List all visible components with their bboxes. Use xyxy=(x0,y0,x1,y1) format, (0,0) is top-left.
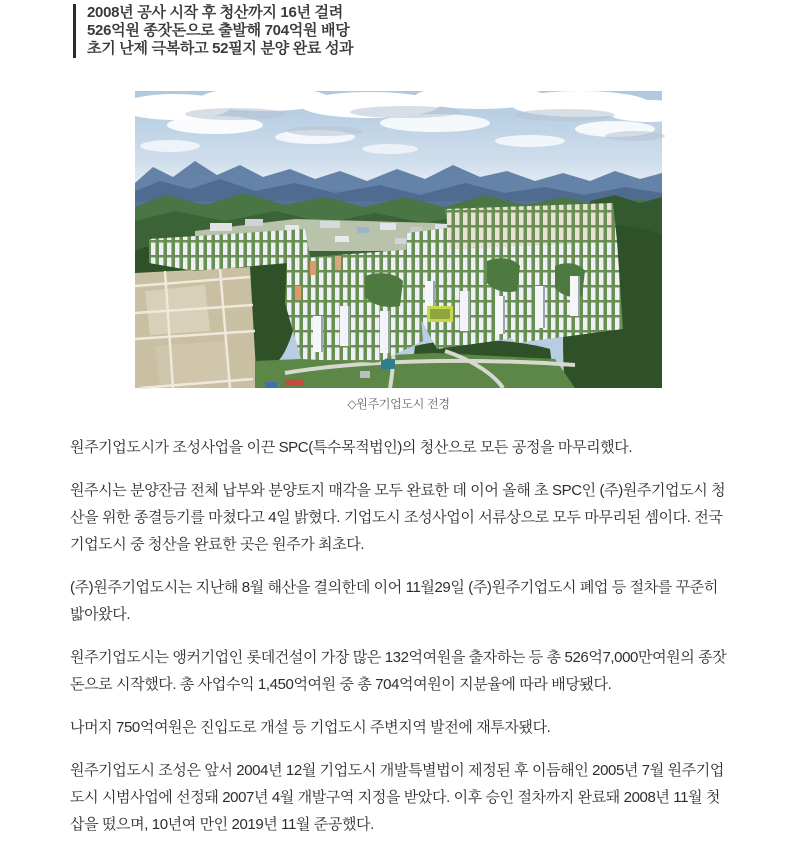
summary-line-3: 초기 난제 극복하고 52필지 분양 완료 성과 xyxy=(87,40,354,57)
article-summary xyxy=(73,4,353,58)
aerial-photo xyxy=(135,91,662,388)
article-body xyxy=(70,434,732,854)
article-paragraph-5: 나머지 750억여원은 진입도로 개설 등 기업도시 주변지역 발전에 재투자됐다. xyxy=(70,719,551,736)
summary-line-2: 526억원 종잣돈으로 출발해 704억원 배당 xyxy=(87,22,350,39)
article-paragraph-2: 원주시는 분양잔금 전체 납부와 분양토지 매각을 모두 완료한 데 이어 올해 초 SPC인 (주)원주기업도시 청산을 위한 종결등기를 마쳤다고 4일 밝혔다. 기업도시 조성사업이 서류상으로 모두 마무리된 셈이다. 전국 기업도시 중 청산을 완료한 곳은 원주가 최초다. xyxy=(70,482,726,553)
photo-lots xyxy=(135,267,257,388)
article-paragraph-3: (주)원주기업도시는 지난해 8월 해산을 결의한데 이어 11월29일 (주)원주기업도시 폐업 등 절차를 꾸준히 밟아왔다. xyxy=(70,579,718,623)
article-paragraph-1: 원주기업도시가 조성사업을 이끈 SPC(특수목적법인)의 청산으로 모든 공정을 마무리했다. xyxy=(70,439,633,456)
photo-caption: ◇원주기업도시 전경 xyxy=(347,397,450,411)
summary-lines xyxy=(87,4,353,58)
summary-line-1: 2008년 공사 시작 후 청산까지 16년 걸려 xyxy=(87,4,343,21)
summary-accent-bar xyxy=(73,4,76,58)
aerial-photo-illustration xyxy=(135,91,662,388)
article-paragraph-6: 원주기업도시 조성은 앞서 2004년 12월 기업도시 개발특별법이 제정된 후 이듬해인 2005년 7월 원주기업도시 시범사업에 선정돼 2007년 4월 개발구역 지정을 받았다. 이후 승인 절차까지 완료돼 2008년 11월 첫 삽을 떴으며, 10년여 만인 2019년 11월 준공했다. xyxy=(70,762,724,833)
article-photo-figure xyxy=(135,91,662,412)
article-paragraph-4: 원주기업도시는 앵커기업인 롯데건설이 가장 많은 132억여원을 출자하는 등 총 526억7,000만여원의 종잣돈으로 시작했다. 총 사업수익 1,450억여원 중 총 704억여원이 지분율에 따라 배당됐다. xyxy=(70,649,727,693)
